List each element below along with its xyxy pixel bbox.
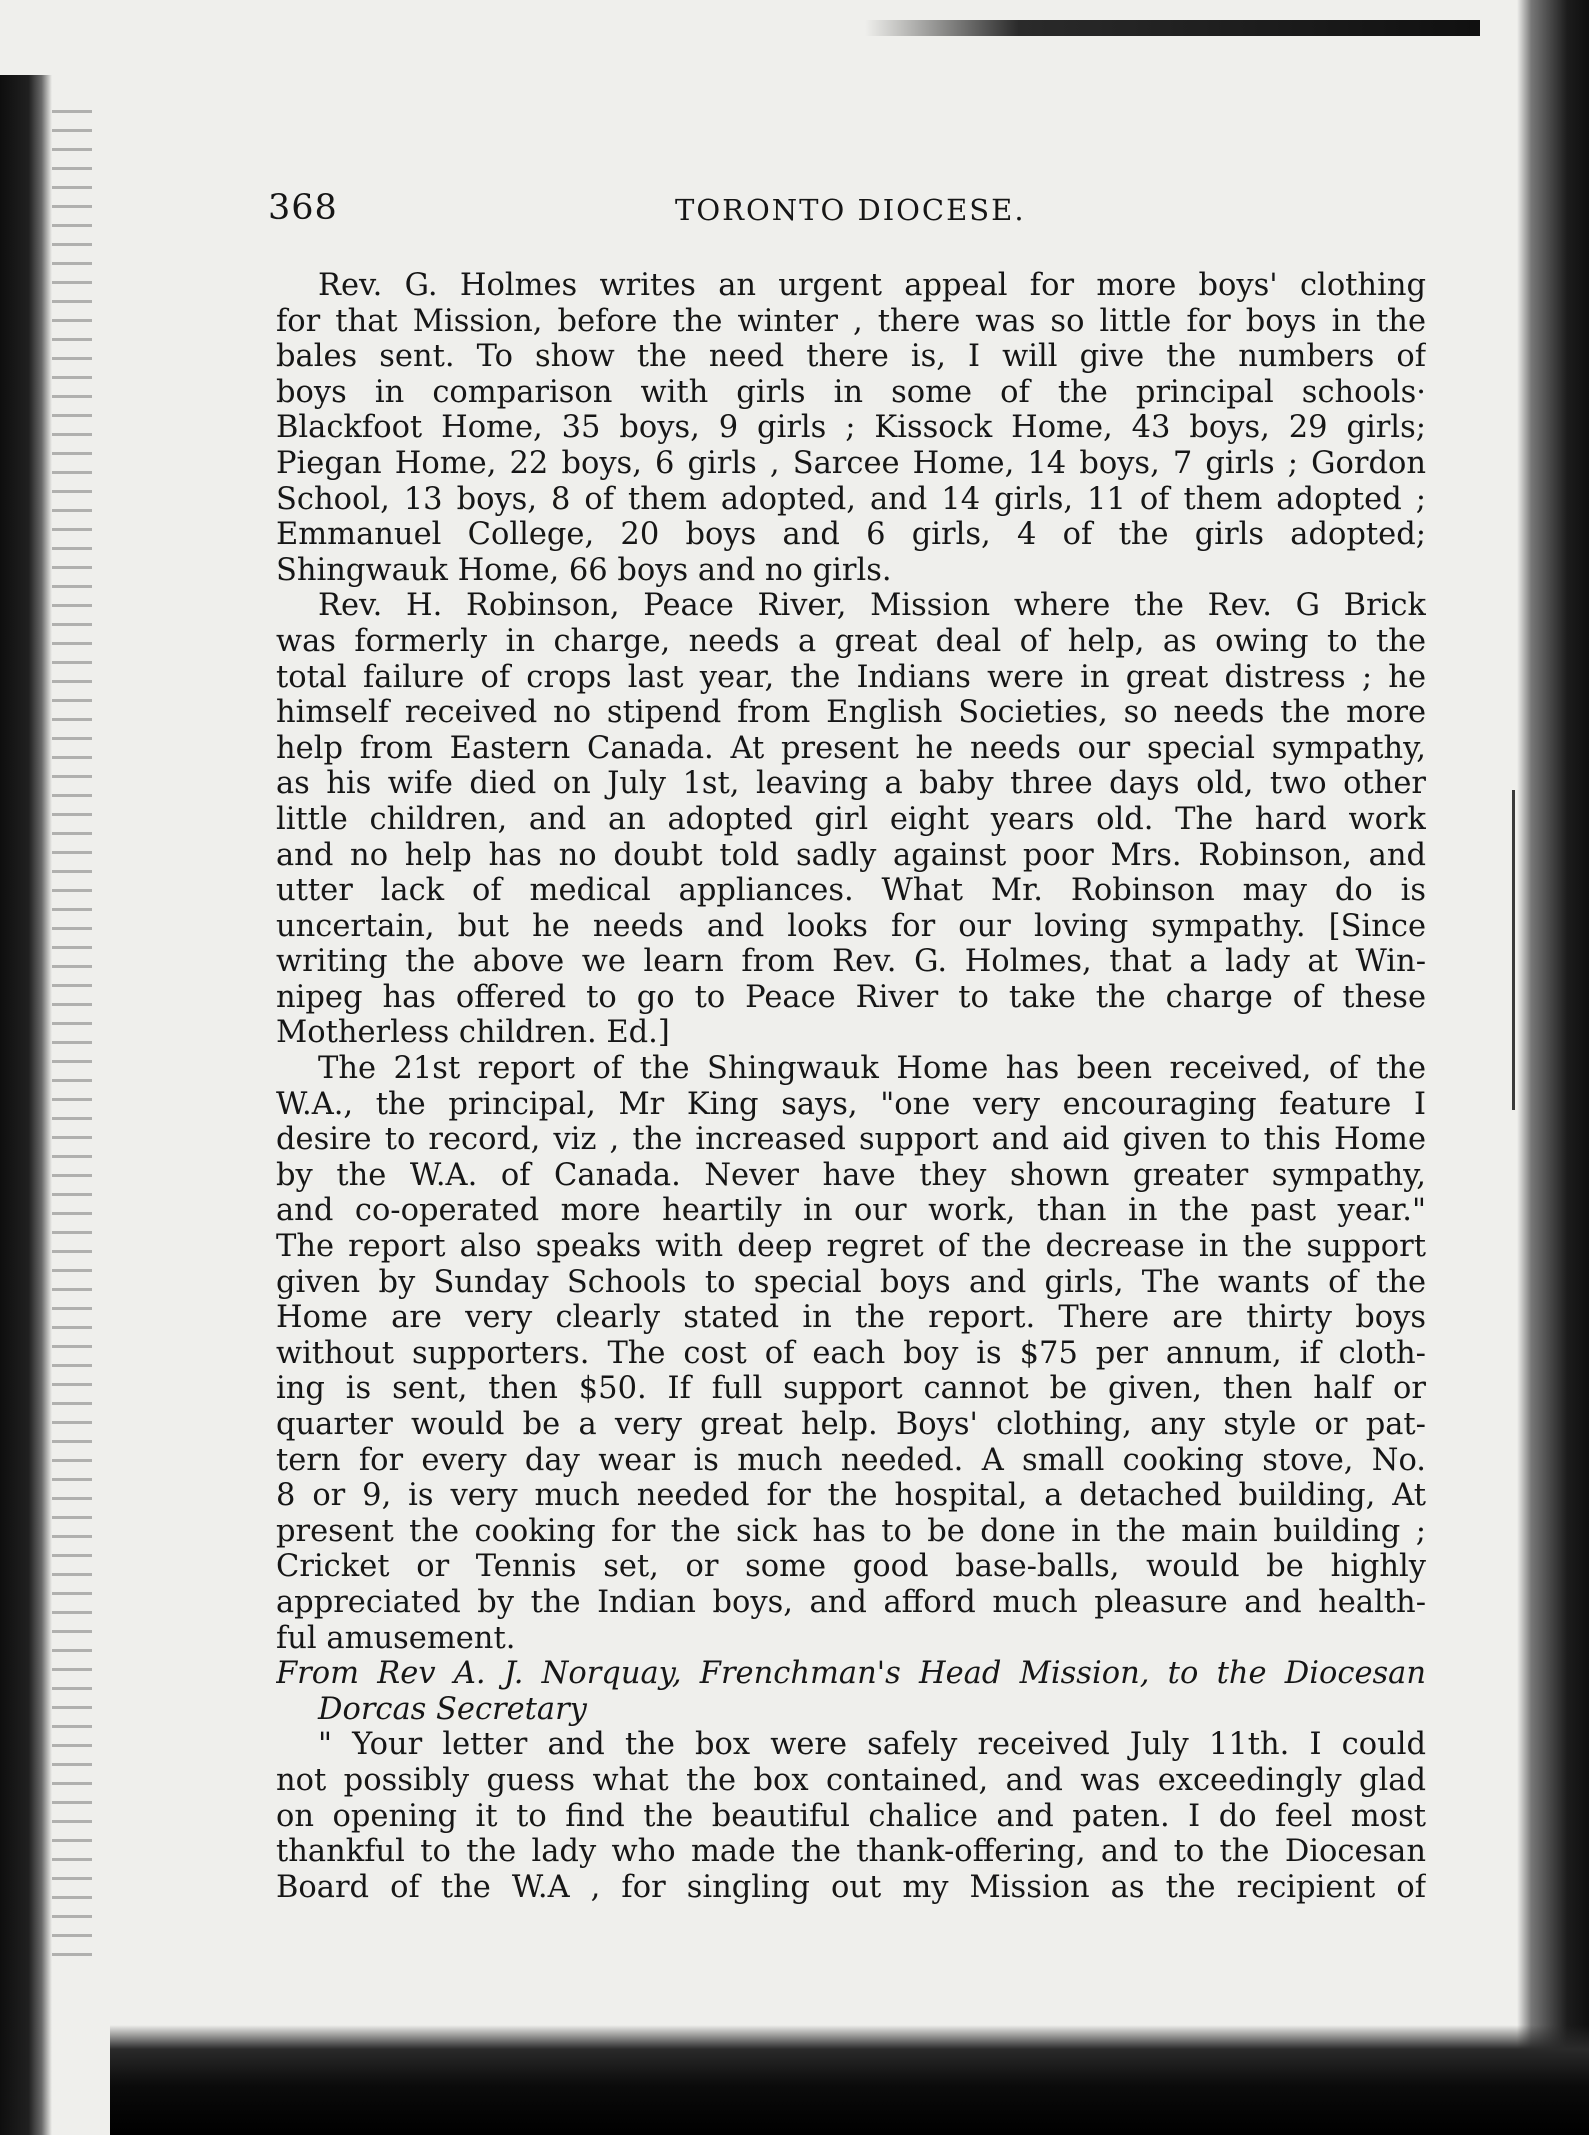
text-line: Emmanuel College, 20 boys and 6 girls, 4 of the girls adopted; bbox=[276, 517, 1426, 553]
text-line: writing the above we learn from Rev. G. Holmes, that a lady at Win- bbox=[276, 944, 1426, 980]
text-line: was formerly in charge, needs a great deal of help, as owing to the bbox=[276, 623, 1426, 659]
text-line: Blackfoot Home, 35 boys, 9 girls ; Kissock Home, 43 boys, 29 girls; bbox=[276, 410, 1426, 446]
text-line: Board of the W.A , for singling out my Mission as the recipient of bbox=[276, 1869, 1426, 1905]
text-line: " Your letter and the box were safely received July 11th. I could bbox=[318, 1727, 1426, 1763]
text-line: Dorcas Secretary bbox=[318, 1691, 587, 1727]
scan-right-edge-shadow bbox=[1517, 0, 1589, 2135]
scan-bottom-edge-shadow bbox=[110, 2025, 1589, 2135]
text-line: present the cooking for the sick has to be done in the main building ; bbox=[276, 1513, 1426, 1549]
text-line: W.A., the principal, Mr King says, "one very encouraging feature I bbox=[276, 1086, 1426, 1122]
text-line: From Rev A. J. Norquay, Frenchman's Head Mission, to the Diocesan bbox=[276, 1656, 1426, 1692]
text-line: ful amusement. bbox=[276, 1620, 516, 1656]
text-line: The report also speaks with deep regret of the decrease in the support bbox=[276, 1229, 1426, 1265]
text-line: given by Sunday Schools to special boys and girls, The wants of the bbox=[276, 1264, 1426, 1300]
text-line: little children, and an adopted girl eight years old. The hard work bbox=[276, 801, 1426, 837]
text-line: Cricket or Tennis set, or some good base-balls, would be highly bbox=[276, 1549, 1426, 1585]
text-line: for that Mission, before the winter , there was so little for boys in the bbox=[276, 303, 1426, 339]
text-line: himself received no stipend from English Societies, so needs the more bbox=[276, 695, 1426, 731]
text-line: and co-operated more heartily in our work, than in the past year." bbox=[276, 1193, 1426, 1229]
text-line: without supporters. The cost of each boy is $75 per annum, if cloth- bbox=[276, 1335, 1426, 1371]
text-line: utter lack of medical appliances. What Mr. Robinson may do is bbox=[276, 873, 1426, 909]
text-line: uncertain, but he needs and looks for our loving sympathy. [Since bbox=[276, 908, 1426, 944]
text-line: ing is sent, then $50. If full support cannot be given, then half or bbox=[276, 1371, 1426, 1407]
text-line: as his wife died on July 1st, leaving a baby three days old, two other bbox=[276, 766, 1426, 802]
body-text bbox=[276, 268, 1426, 1905]
text-line: tern for every day wear is much needed. A small cooking stove, No. bbox=[276, 1442, 1426, 1478]
scan-top-smudge bbox=[865, 20, 1480, 36]
text-line: 8 or 9, is very much needed for the hospital, a detached building, At bbox=[276, 1478, 1426, 1514]
text-line: bales sent. To show the need there is, I will give the numbers of bbox=[276, 339, 1426, 375]
text-line: Rev. G. Holmes writes an urgent appeal for more boys' clothing bbox=[318, 268, 1426, 303]
text-line: The 21st report of the Shingwauk Home has been received, of the bbox=[318, 1051, 1426, 1087]
text-line: Shingwauk Home, 66 boys and no girls. bbox=[276, 552, 892, 588]
text-line: Motherless children. Ed.] bbox=[276, 1015, 670, 1051]
text-line: Piegan Home, 22 boys, 6 girls , Sarcee Home, 14 boys, 7 girls ; Gordon bbox=[276, 445, 1426, 481]
text-line: not possibly guess what the box contained, and was exceedingly glad bbox=[276, 1762, 1426, 1798]
text-line: quarter would be a very great help. Boys' clothing, any style or pat- bbox=[276, 1407, 1426, 1442]
text-line: thankful to the lady who made the thank-offering, and to the Diocesan bbox=[276, 1834, 1426, 1870]
text-line: boys in comparison with girls in some of the principal schools· bbox=[276, 374, 1426, 410]
text-line: help from Eastern Canada. At present he needs our special sympathy, bbox=[276, 730, 1426, 766]
text-line: nipeg has offered to go to Peace River to take the charge of these bbox=[276, 979, 1426, 1015]
scan-left-binding-shadow bbox=[0, 75, 52, 2135]
scan-right-margin-line bbox=[1512, 790, 1515, 1110]
page-number: 368 bbox=[268, 188, 338, 228]
text-line: on opening it to find the beautiful chalice and paten. I do feel most bbox=[276, 1798, 1426, 1834]
text-line: and no help has no doubt told sadly against poor Mrs. Robinson, and bbox=[276, 837, 1426, 873]
running-head-title: TORONTO DIOCESE. bbox=[675, 193, 1026, 227]
text-line: Rev. H. Robinson, Peace River, Mission where the Rev. G Brick bbox=[318, 588, 1426, 624]
text-line: total failure of crops last year, the Indians were in great distress ; he bbox=[276, 659, 1426, 695]
text-line: Home are very clearly stated in the report. There are thirty boys bbox=[276, 1300, 1426, 1336]
text-line: desire to record, viz , the increased support and aid given to this Home bbox=[276, 1122, 1426, 1158]
text-line: appreciated by the Indian boys, and afford much pleasure and health- bbox=[276, 1584, 1426, 1620]
text-line: School, 13 boys, 8 of them adopted, and 14 girls, 11 of them adopted ; bbox=[276, 481, 1426, 517]
text-line: by the W.A. of Canada. Never have they shown greater sympathy, bbox=[276, 1157, 1426, 1193]
scan-left-speckle bbox=[52, 110, 92, 1960]
